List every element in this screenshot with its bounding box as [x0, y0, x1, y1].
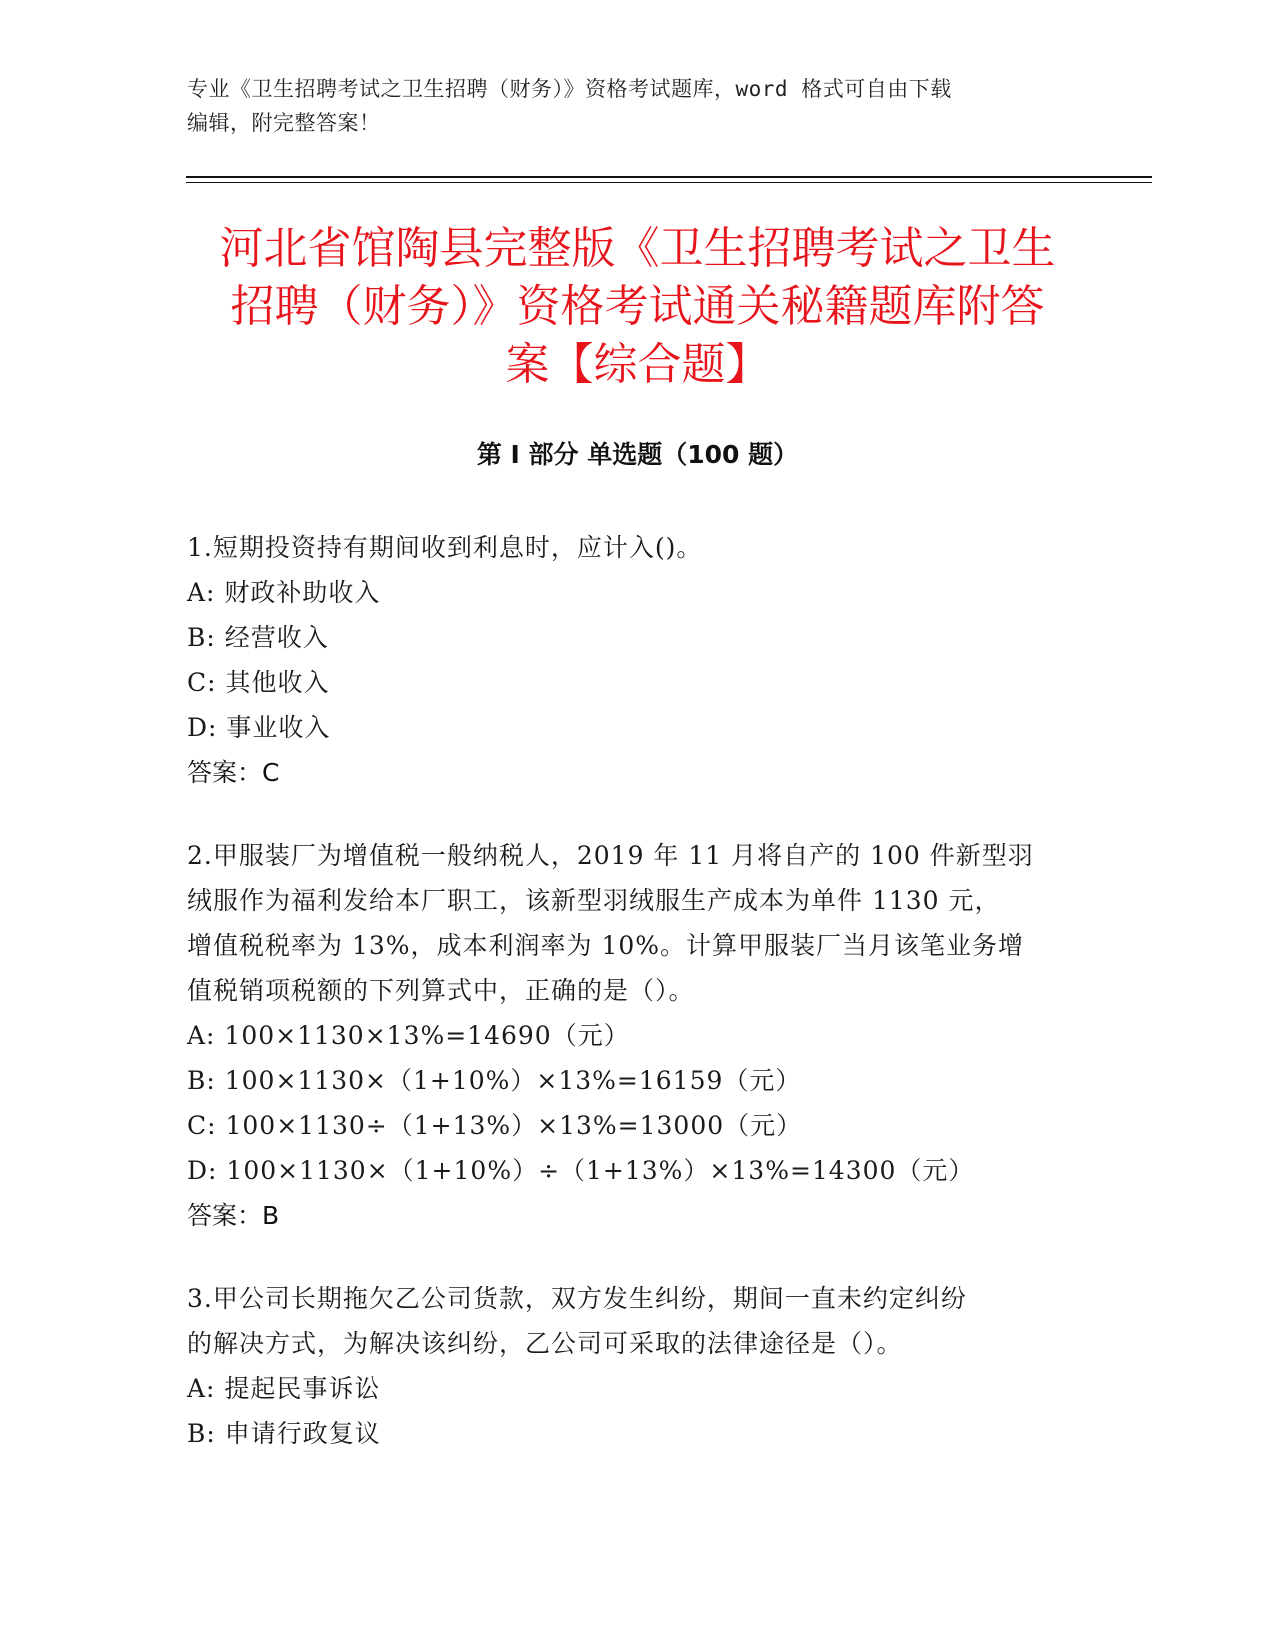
question-stem-line: 绒服作为福利发给本厂职工，该新型羽绒服生产成本为单件 1130 元， — [187, 886, 1001, 915]
option-b: B: 申请行政复议 — [187, 1419, 381, 1448]
option-a: A: 100×1130×13%=14690（元） — [187, 1021, 630, 1050]
question-stem-line: 增值税税率为 13%，成本利润率为 10%。计算甲服装厂当月该笔业务增 — [187, 931, 1025, 960]
option-b: B: 100×1130×（1+10%）×13%=16159（元） — [187, 1066, 802, 1095]
question-stem-line: 值税销项税额的下列算式中，正确的是（）。 — [187, 976, 695, 1005]
document-title — [160, 220, 1115, 394]
document-title-line-3: 案【综合题】 — [505, 339, 770, 390]
option-a: A: 提起民事诉讼 — [187, 1374, 381, 1403]
option-c: C: 其他收入 — [187, 668, 330, 697]
question-2 — [187, 833, 1077, 1238]
header-note-line-1: 专业《卫生招聘考试之卫生招聘（财务）》资格考试题库，word 格式可自由下载 — [187, 77, 952, 101]
header-note-line-2: 编辑，附完整答案！ — [187, 111, 381, 135]
header-note — [187, 72, 1067, 140]
option-c: C: 100×1130÷（1+13%）×13%=13000（元） — [187, 1111, 803, 1140]
section-title: 第 I 部分 单选题（100 题） — [476, 440, 799, 469]
option-a: A: 财政补助收入 — [187, 578, 381, 607]
option-d: D: 事业收入 — [187, 713, 331, 742]
question-stem-line: 2.甲服装厂为增值税一般纳税人，2019 年 11 月将自产的 100 件新型羽 — [187, 841, 1034, 870]
question-stem-line: 3.甲公司长期拖欠乙公司货款，双方发生纠纷，期间一直未约定纠纷 — [187, 1284, 967, 1313]
question-list — [187, 525, 1077, 1494]
answer: 答案：B — [187, 1201, 280, 1230]
option-d: D: 100×1130×（1+10%）÷（1+13%）×13%=14300（元） — [187, 1156, 975, 1185]
answer: 答案：C — [187, 758, 280, 787]
question-3 — [187, 1276, 1077, 1456]
question-stem-line: 的解决方式，为解决该纠纷，乙公司可采取的法律途径是（）。 — [187, 1329, 903, 1358]
question-1 — [187, 525, 1077, 795]
header-divider-thick — [186, 176, 1152, 178]
document-title-line-1: 河北省馆陶县完整版《卫生招聘考试之卫生 — [219, 223, 1056, 274]
option-b: B: 经营收入 — [187, 623, 329, 652]
question-stem: 1.短期投资持有期间收到利息时，应计入()。 — [187, 533, 703, 562]
header-divider-thin — [186, 182, 1152, 183]
document-title-line-2: 招聘（财务）》资格考试通关秘籍题库附答 — [230, 281, 1045, 332]
